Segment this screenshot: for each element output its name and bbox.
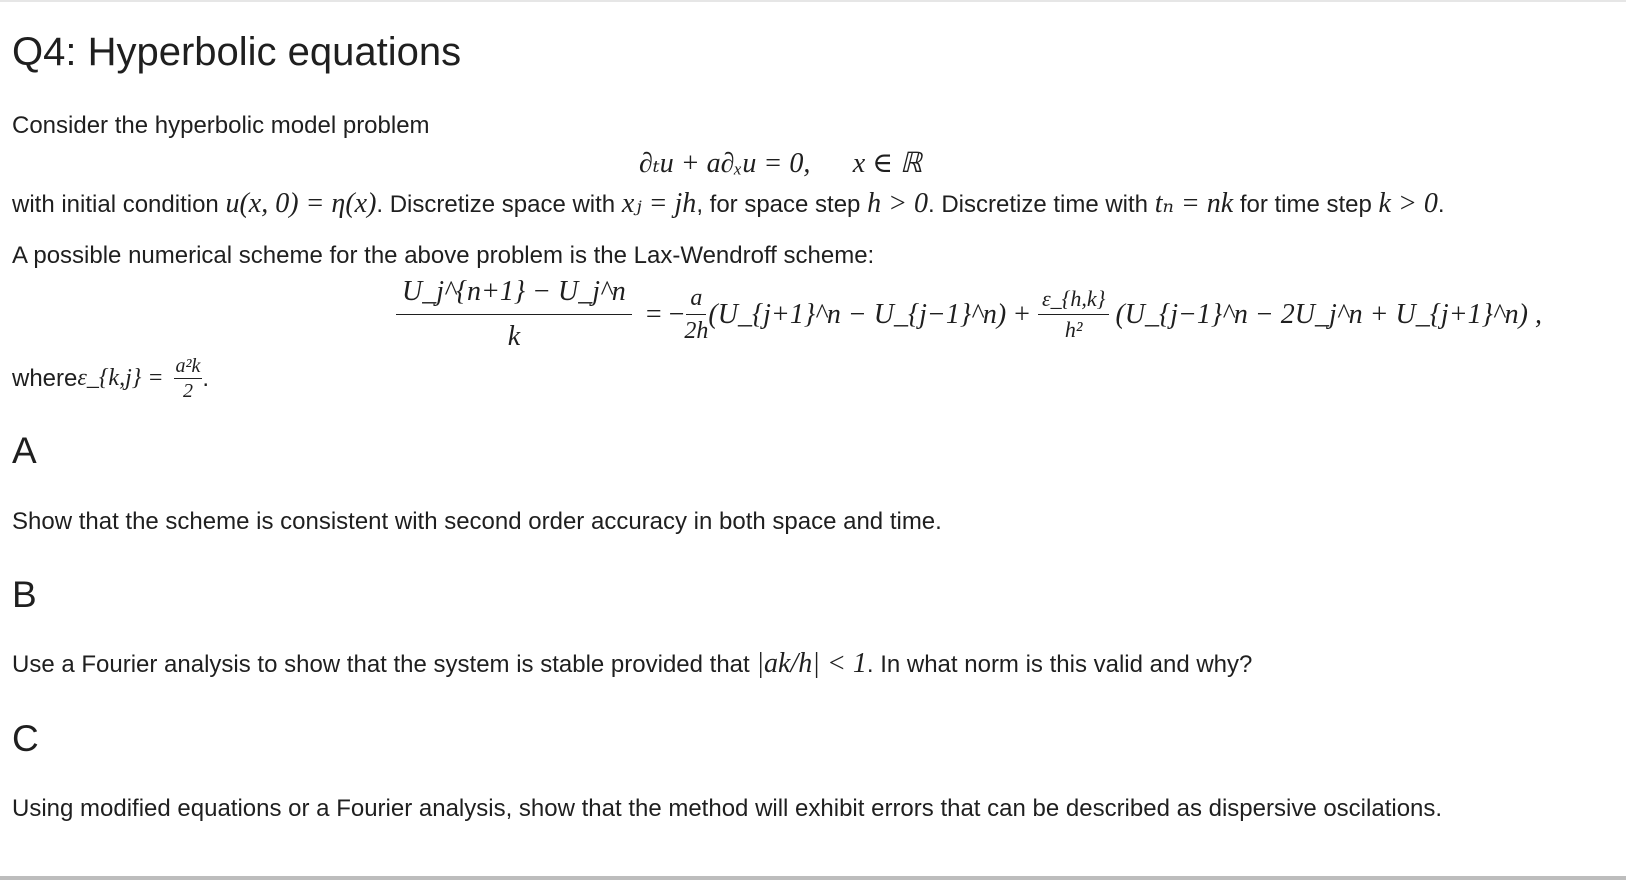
stability-condition-math: |ak/h| < 1 xyxy=(756,648,867,679)
a-denominator: 2h xyxy=(684,318,709,344)
section-a-heading: A xyxy=(12,430,37,471)
second-difference: (U_{j−1}^n − 2U_j^n + U_{j+1}^n) , xyxy=(1115,298,1542,330)
top-border xyxy=(0,0,1626,2)
space-grid-math: xⱼ = jh xyxy=(621,188,697,219)
time-step-math: k > 0 xyxy=(1378,188,1438,219)
eps-over-h2 xyxy=(1038,288,1110,341)
a2k-over-2 xyxy=(174,356,203,401)
time-grid-math: tₙ = nk xyxy=(1154,188,1234,219)
eps-numerator: ε_{h,k} xyxy=(1038,288,1110,315)
section-c-heading: C xyxy=(12,718,39,759)
bottom-border xyxy=(0,876,1626,880)
a-numerator: a xyxy=(686,286,706,315)
pde-domain: x ∈ ℝ xyxy=(852,148,923,179)
condition-text-3: , for space step xyxy=(696,191,868,218)
page-title: Q4: Hyperbolic equations xyxy=(12,30,462,74)
a2k-denominator: 2 xyxy=(182,380,193,402)
a2k-numerator: a²k xyxy=(175,355,201,377)
a-over-2h xyxy=(684,286,708,343)
lhs-denominator: k xyxy=(507,321,521,352)
lhs-fraction xyxy=(396,278,632,351)
space-step-math: h > 0 xyxy=(867,188,928,219)
condition-line xyxy=(12,186,1445,220)
plus-sign: + xyxy=(1014,298,1030,330)
condition-text-4: . Discretize time with xyxy=(927,191,1155,218)
eps-denominator: h² xyxy=(1064,317,1083,342)
lax-wendroff-equation xyxy=(396,278,1542,351)
first-difference: (U_{j+1}^n − U_{j−1}^n) xyxy=(708,298,1007,330)
section-b-text-after: . In what norm is this valid and why? xyxy=(866,651,1253,678)
section-b-text xyxy=(12,648,1252,680)
where-label: where xyxy=(12,364,78,392)
section-a-text: Show that the scheme is consistent with second order accuracy in both space and time. xyxy=(12,508,942,535)
condition-text-2: . Discretize space with xyxy=(376,191,622,218)
condition-text-6: . xyxy=(1437,191,1445,218)
condition-text-1: with initial condition xyxy=(12,191,226,218)
section-b-text-before: Use a Fourier analysis to show that the system is stable provided that xyxy=(12,651,757,678)
equals-minus: = − xyxy=(645,298,685,330)
condition-text-5: for time step xyxy=(1233,191,1379,218)
initial-condition-math: u(x, 0) = η(x) xyxy=(225,188,377,219)
section-c-text: Using modified equations or a Fourier analysis, show that the method will exhibit errors that can be described as dispersive oscilations. xyxy=(12,795,1443,822)
section-b-heading: B xyxy=(12,574,37,615)
where-end: . xyxy=(202,364,210,392)
intro-text: Consider the hyperbolic model problem xyxy=(12,112,430,139)
pde-lhs: ∂ₜu + a∂ₓu = 0, xyxy=(639,148,811,179)
where-line xyxy=(12,356,209,401)
pde-equation xyxy=(639,146,922,180)
scheme-intro: A possible numerical scheme for the above problem is the Lax-Wendroff scheme: xyxy=(12,242,875,269)
eps-definition: ε_{k,j} = xyxy=(77,365,164,391)
lhs-numerator: U_j^{n+1} − U_j^n xyxy=(396,278,632,315)
